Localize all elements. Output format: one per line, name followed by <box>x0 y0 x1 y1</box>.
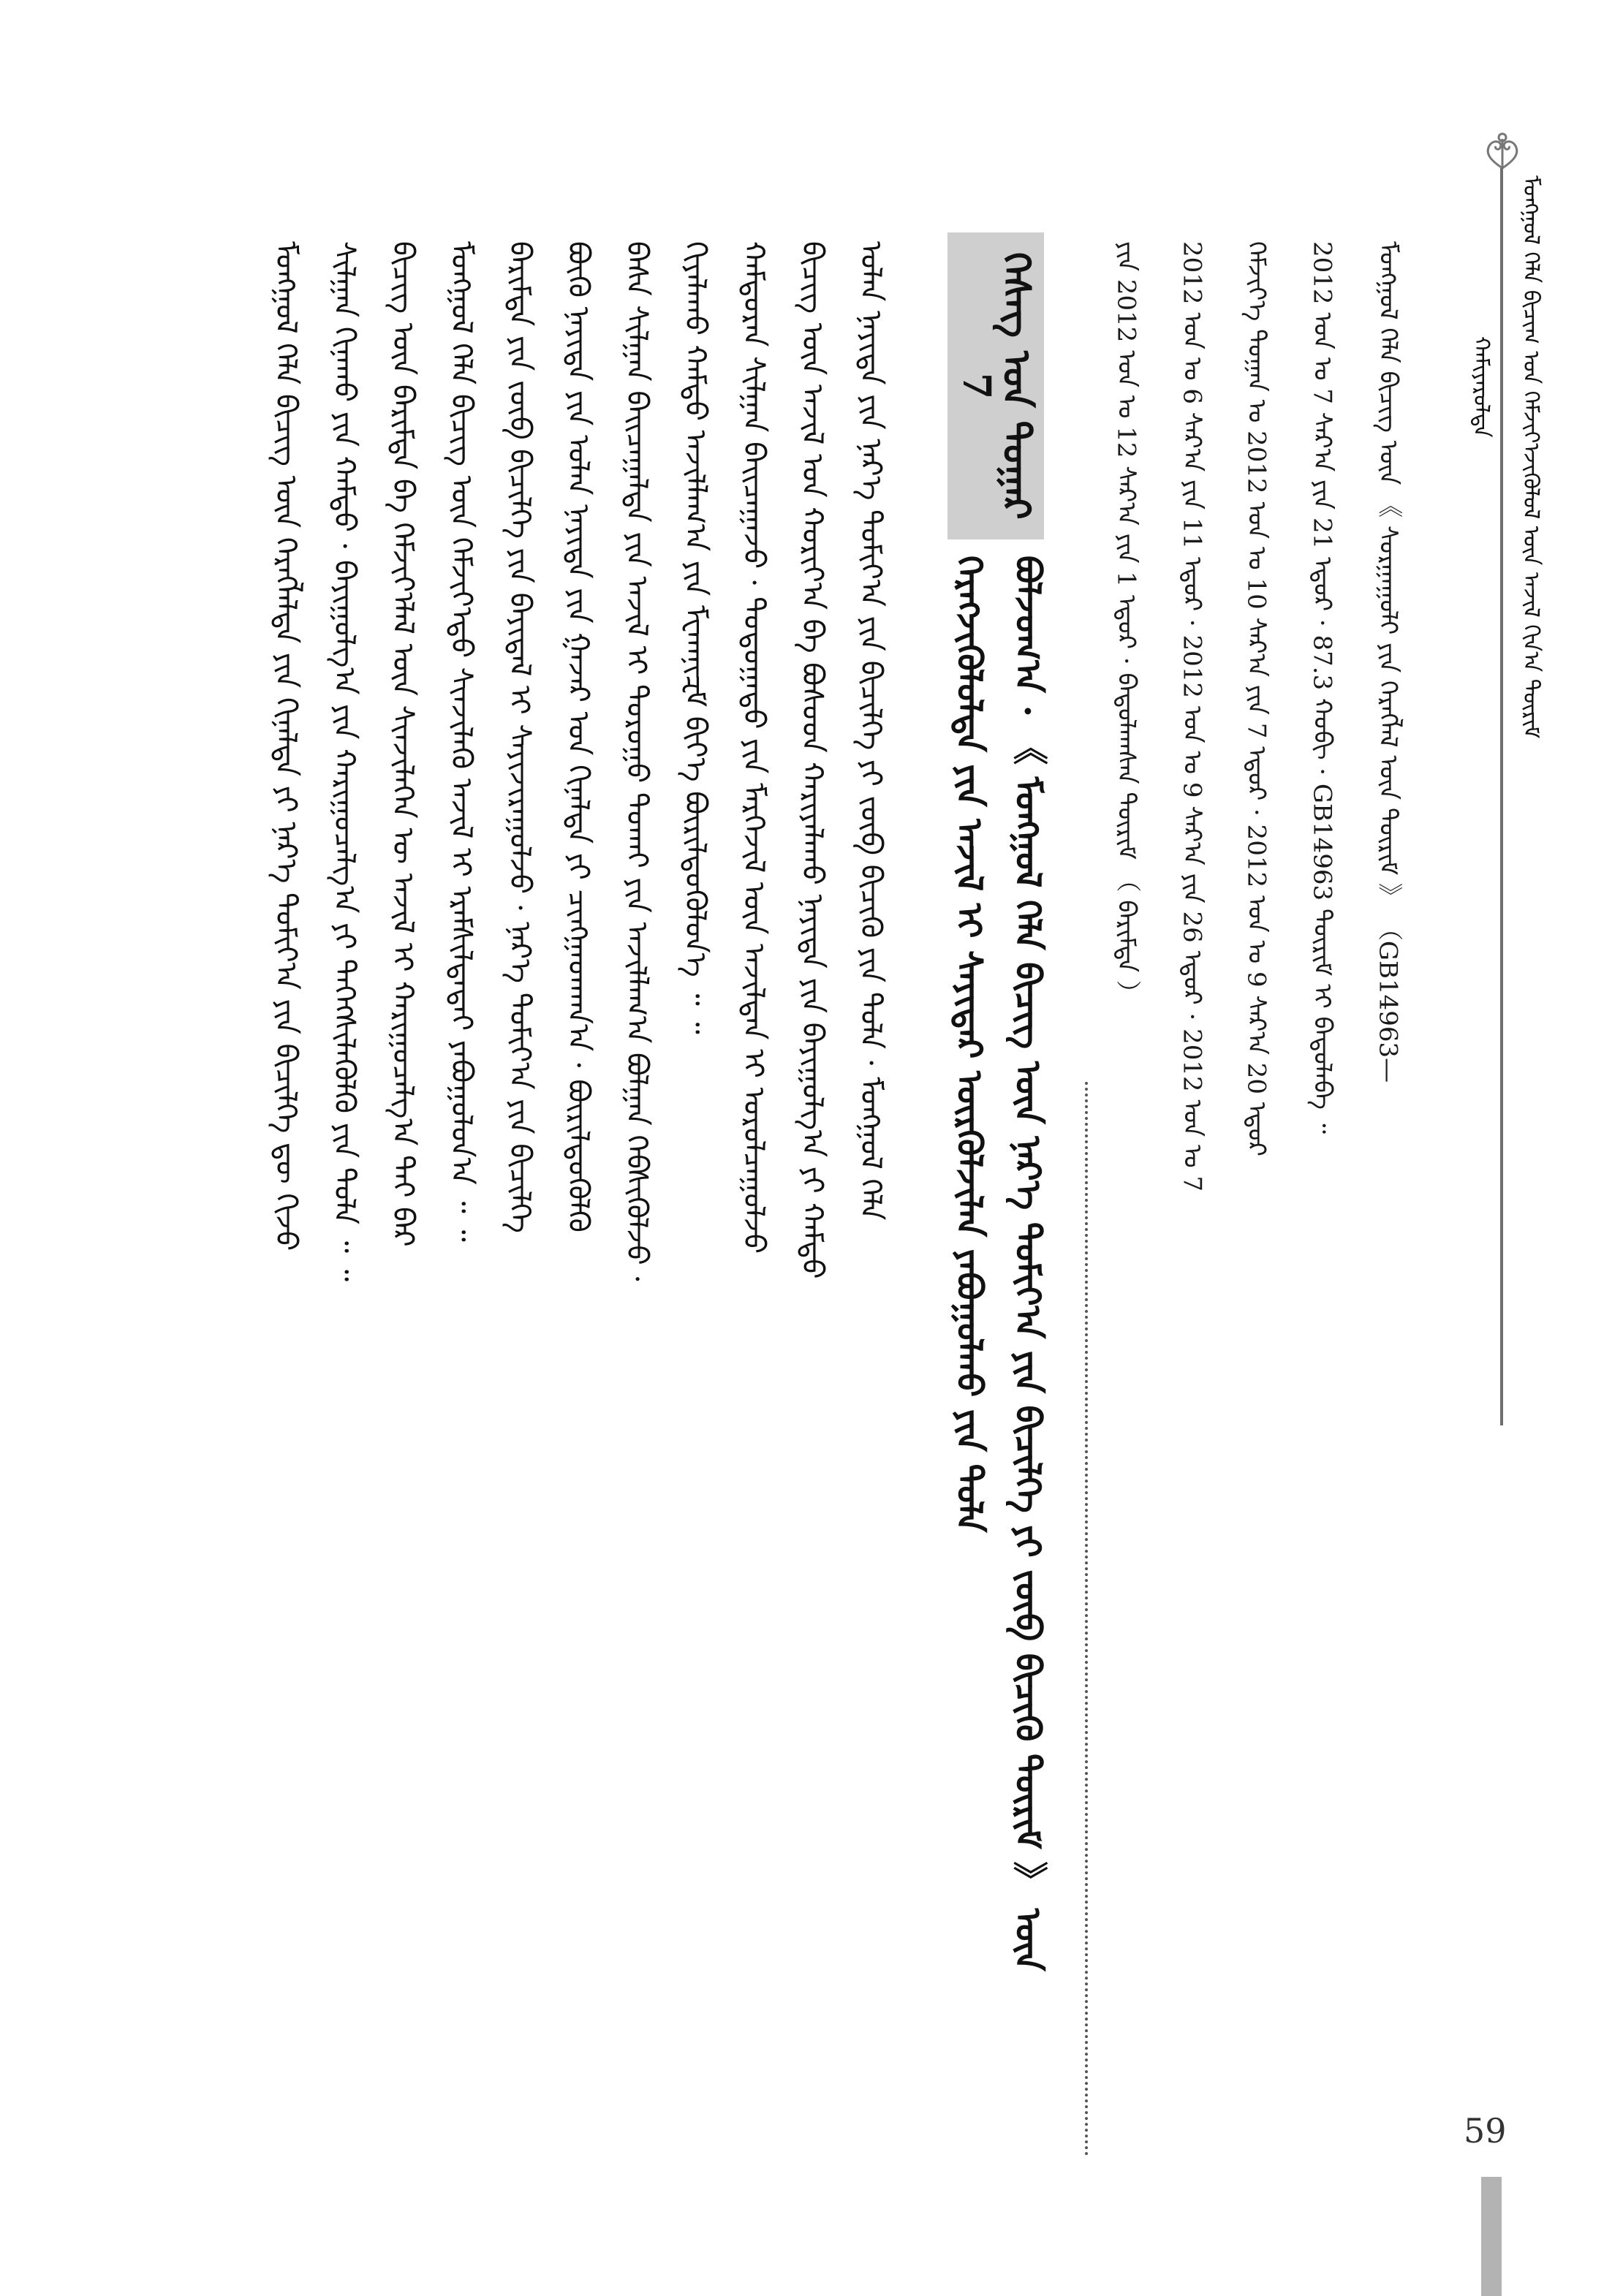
page-number: 59 <box>1464 2111 1507 2151</box>
body-column: ᠬᠢᠶᠠᠯᠠᠬᠤ ᠬᠠᠮᠲᠤ ᠠᠵᠢᠯᠯᠠᠭ᠎ᠠ ᠶᠢᠨ ᠮᠸᠬᠠᠨᠢᠽᠮ ᠪᠢᠶ᠎ᠡ ᠪᠦᠷᠢᠯᠳᠦᠭᠦᠯᠦᠨ᠎ᠡ ᠃ ᠃ <box>678 241 712 1034</box>
side-tab-marker <box>1481 2177 1502 2296</box>
body-column: ᠰᠢᠯᠭᠠᠨ ᠬᠢᠨᠠᠬᠤ ᠶᠢᠨ ᠬᠠᠮᠲᠤ · ᠪᠠᠶᠢᠭᠤᠯᠭ᠎ᠠ ᠶᠢᠨ ᠬᠠᠷᠢᠭᠤᠴᠠᠯᠭ᠎ᠠ ᠶᠢ ᠳᠡᠭᠡᠭᠰᠢᠯᠡᠭᠦᠯᠬᠦ ᠶᠢᠨ ᠲᠤᠯᠠ ᠃ ᠃ <box>328 241 361 1282</box>
note-divider <box>1085 1082 1088 2156</box>
note-column: ᠬᠡᠮᠵᠢᠶ᠎ᠡ ᠲᠣᠭᠠᠨ ᠤ 2012 ᠣᠨ ᠤ 10 ᠰᠠᠷ᠎ᠠ ᠶᠢᠨ 7 ᠡᠳᠦᠷ · 2012 ᠣᠨ ᠤ 9 ᠰᠠᠷ᠎ᠠ 20 ᠡᠳᠦᠷ <box>1241 241 1271 1156</box>
note-column: ᠶᠢᠨ 2012 ᠣᠨ ᠤ 12 ᠰᠠᠷ᠎ᠠ ᠶᠢᠨ 1 ᠡᠳᠦᠷ · ᠪᠠᠲᠤᠯᠠᠭᠰᠠᠨ ᠳᠦᠷᠢᠮ （ ᠪᠠᠷᠢᠮᠲᠠ ） <box>1111 241 1141 1006</box>
body-column: ᠮᠣᠩᠭᠣᠯ ᠬᠡᠯᠡ ᠪᠢᠴᠢᠭ ᠦᠨ ᠬᠡᠷᠡᠭᠯᠡᠯᠲᠡ ᠶᠢᠨ ᠬᠢᠨᠠᠯᠲᠠ ᠶᠢ ᠨᠡᠷ᠎ᠡ ᠲᠣᠮᠢᠶ᠎ᠠ ᠶᠢᠨ ᠪᠢᠴᠢᠯᠭᠡ ᠳᠦ ᠬᠢᠵᠦ <box>269 241 303 1251</box>
section-title-line: ᠬᠡᠷᠡᠭᠵᠢᠭᠦᠯᠦᠯᠲᠡ ᠶᠢᠨ ᠠᠵᠢᠯ ᠢ ᠰᠠᠶᠢᠲᠠᠷ ᠦᠷᠭᠦᠯᠵᠢᠯᠡᠨ ᠶᠠᠪᠤᠭᠤᠯᠬᠤ ᠶᠢᠨ ᠲᠤᠯᠠ <box>948 556 990 1533</box>
header-rule <box>1500 168 1503 1425</box>
section-number: 7 <box>954 372 999 400</box>
body-column: ᠣᠯᠠᠨ ᠨᠡᠶᠢᠲᠡ ᠶᠢᠨ ᠨᠡᠷ᠎ᠡ ᠲᠣᠮᠢᠶ᠎ᠠ ᠶᠢᠨ ᠪᠢᠴᠢᠯᠭᠡ ᠶᠢ ᠵᠦᠪ ᠪᠢᠴᠢᠬᠦ ᠶᠢᠨ ᠲᠤᠯᠠ · ᠮᠣᠩᠭᠣᠯ ᠬᠡᠯᠡ <box>854 241 888 1221</box>
section-heading-box <box>947 232 1044 539</box>
body-column: ᠪᠠᠰᠠ ᠰᠢᠯᠭᠠᠨ ᠪᠠᠢᠴᠠᠭᠠᠯᠲᠠ ᠶᠢᠨ ᠠᠵᠢᠯ ᠢ ᠳᠤᠷᠤᠭᠤ ᠲᠤᠬᠠᠢ ᠶᠢᠨ ᠠᠵᠢᠯᠯᠠᠭ᠎ᠠ ᠪᠣᠯᠭᠠᠨ ᠬᠡᠪᠰᠢᠭᠦᠯᠵᠦ · <box>620 241 654 1284</box>
section-label: ᠬᠡᠰᠡᠭ ᠤᠨ ᠳᠤᠭᠠᠷ <box>994 252 1039 520</box>
running-header-line: ᠮᠣᠩᠭᠣᠯ ᠬᠡᠯᠡ ᠪᠢᠴᠢᠭ᠋ ᠤᠨ ᠬᠡᠮᠵᠢᠶ᠎ᠡᠵᠢᠭᠦᠯᠦᠯ ᠦᠨ ᠠᠵᠢᠯ ᠬᠢᠨ᠎ᠠ ᠳᠦᠷᠢᠮ <box>1518 175 1544 739</box>
note-column: ᠮᠣᠩᠭᠣᠯ ᠬᠡᠯᠡ ᠪᠢᠴᠢᠭ ᠦᠨ 《 ᠰᠤᠷᠭᠠᠭᠤᠯᠢ ᠶᠢᠨ ᠬᠡᠷᠡᠭᠯᠡᠯ ᠦᠨ ᠳᠦᠷᠢᠮ 》 （GB14963— <box>1373 241 1403 1083</box>
body-column: ᠪᠢᠴᠢᠭ ᠦᠨ ᠪᠠᠷᠢᠮᠲᠠ ᠪᠠ ᠬᠡᠮᠵᠢᠶ᠎ᠡᠯᠡᠯ ᠦᠨ ᠰᠢᠨᠵᠢᠯᠡᠭᠡᠨ ᠦ ᠠᠵᠢᠯ ᠢ ᠬᠠᠷᠢᠭᠤᠴᠠᠯᠭ᠎ᠠ ᠲᠠᠢ ᠪᠠᠷ <box>386 241 420 1247</box>
body-column: ᠪᠦᠬᠦ ᠨᠡᠶᠢᠲᠡ ᠶᠢᠨ ᠣᠯᠠᠨ ᠨᠡᠶᠢᠲᠡ ᠶᠢᠨ ᠭᠠᠵᠠᠷ ᠤᠨ ᠬᠢᠨᠠᠯᠲᠠ ᠶᠢ ᠴᠢᠩᠭᠠᠳᠬᠠᠨ᠎ᠠ · ᠪᠦᠷᠢᠯᠳᠦᠭᠦᠯᠬᠦ <box>561 241 595 1232</box>
note-column: 2012 ᠣᠨ ᠤ 6 ᠰᠠᠷ᠎ᠠ ᠶᠢᠨ 11 ᠡᠳᠦᠷ · 2012 ᠣᠨ ᠤ 9 ᠰᠠᠷ᠎ᠠ ᠶᠢᠨ 26 ᠡᠳᠦᠷ · 2012 ᠣᠨ ᠤ 7 <box>1177 241 1207 1192</box>
body-column: ᠬᠠᠮᠲᠤᠷᠠᠨ ᠰᠢᠯᠭᠠᠨ ᠪᠠᠢᠴᠠᠭᠠᠵᠤ · ᠳᠣᠲᠣᠭᠠᠳᠤ ᠶᠢᠨ ᠮᠡᠷᠭᠡᠵᠢᠯ ᠦᠨ ᠠᠵᠢᠯᠲᠠᠨ ᠢ ᠣᠷᠣᠯᠴᠠᠭᠤᠯᠵᠤ <box>737 241 771 1254</box>
body-column: ᠪᠢᠴᠢᠭ ᠦᠨ ᠠᠵᠢᠯ ᠤᠨ ᠬᠣᠷᠢᠶ᠎ᠠ ᠪᠠ ᠪᠤᠰᠤᠳ ᠬᠠᠷᠢᠶᠠᠯᠠᠬᠤ ᠨᠡᠶᠢᠲᠡ ᠶᠢᠨ ᠪᠠᠶᠢᠭᠤᠯᠭ᠎ᠠ ᠶᠢ ᠬᠠᠮᠲᠤ <box>795 241 829 1279</box>
note-column: 2012 ᠣᠨ ᠤ 7 ᠰᠠᠷ᠎ᠠ ᠶᠢᠨ 21 ᠡᠳᠦᠷ · 87.3 ᠬᠤᠪᠢ · GB14963 ᠳᠦᠷᠢᠮ ᠢ ᠪᠠᠲᠤᠯᠠᠪᠠ ᠃ <box>1307 241 1337 1134</box>
section-title-line: ᠪᠣᠯᠵᠣᠭ᠎ᠠ · 《 ᠮᠣᠩᠭᠣᠯ ᠬᠡᠯᠡ ᠪᠢᠴᠢᠭ ᠦᠨ ᠨᠡᠷ᠎ᠡ ᠲᠣᠮᠢᠶ᠎ᠠ ᠶᠢᠨ ᠪᠢᠴᠢᠯᠭᠡ ᠶᠢ ᠵᠦᠪ ᠪᠢᠴᠢᠬᠦ ᠳᠦᠷᠢᠮ 》 ᠦᠨ <box>1007 556 1048 1971</box>
body-column: ᠪᠠᠷᠢᠮᠲᠠ ᠶᠢᠨ ᠵᠦᠪ ᠪᠢᠴᠢᠯᠭᠡ ᠶᠢᠨ ᠪᠠᠶᠢᠳᠠᠯ ᠢ ᠰᠠᠶᠢᠵᠢᠷᠠᠭᠤᠯᠵᠤ · ᠨᠡᠷ᠎ᠡ ᠲᠣᠮᠢᠶ᠎ᠠ ᠶᠢᠨ ᠪᠢᠴᠢᠯᠭᠡ <box>503 241 537 1233</box>
body-column: ᠮᠣᠩᠭᠣᠯ ᠬᠡᠯᠡ ᠪᠢᠴᠢᠭ ᠦᠨ ᠬᠡᠮᠵᠢᠶ᠎ᠡᠲᠦ ᠰᠢᠨᠵᠢᠯᠡᠬᠦ ᠠᠵᠢᠯ ᠢ ᠡᠷᠡᠮᠰᠢᠯᠲᠡᠳᠡᠢ ᠶᠠᠪᠤᠭᠤᠯᠤᠨ᠎ᠠ ᠃ ᠃ <box>444 241 478 1242</box>
running-header-line: ᠬᠠᠮᠢᠶᠠᠷᠤᠯᠲᠠ <box>1468 336 1494 438</box>
